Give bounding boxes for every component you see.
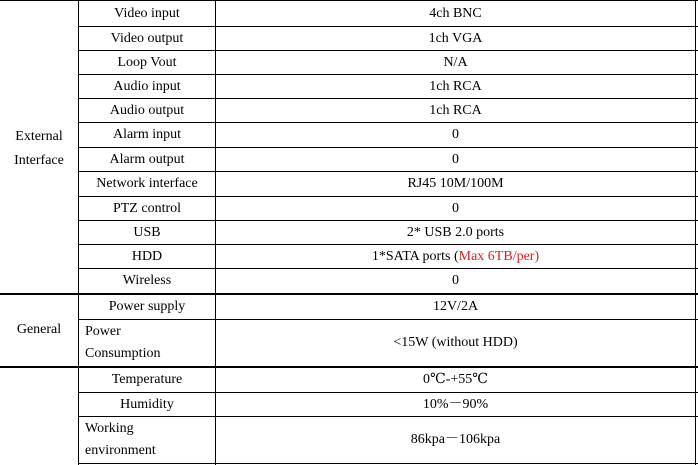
group-label-general: General: [16, 322, 62, 337]
spec-label-wireless: Wireless: [122, 273, 172, 288]
row-divider: [78, 463, 698, 464]
spec-value-hdd: [216, 245, 695, 268]
spec-value-alarm-input: 0: [452, 127, 459, 142]
spec-label-ptz-control: PTZ control: [112, 200, 182, 216]
spec-value-loop-vout: N/A: [443, 54, 468, 70]
spec-value-alarm-output: 0: [452, 151, 459, 167]
spec-label-power-supply: Power supply: [108, 299, 186, 314]
spec-value-usb: 2* USB 2.0 ports: [406, 224, 505, 240]
spec-value-ptz-control: 0: [452, 200, 459, 216]
spec-value-network-interface: RJ45 10M/100M: [407, 176, 504, 191]
spec-value-power-supply: 12V/2A: [432, 299, 479, 314]
spec-label-working-environment: Working environment: [85, 421, 156, 458]
spec-value-wireless: 0: [452, 273, 459, 288]
spec-value-power-consumption: <15W (without HDD): [393, 335, 518, 350]
spec-label-temperature: Temperature: [111, 372, 183, 387]
spec-label-alarm-output: Alarm output: [109, 151, 185, 167]
spec-value-audio-input: 1ch RCA: [429, 78, 482, 94]
spec-value-temperature: 0℃-+55℃: [423, 372, 488, 387]
spec-label-humidity: Humidity: [120, 396, 174, 412]
spec-label-video-output: Video output: [110, 30, 184, 46]
spec-label-loop-vout: Loop Vout: [117, 54, 177, 70]
group-label-external-interface: External Interface: [14, 129, 64, 168]
spec-label-audio-output: Audio output: [109, 102, 185, 118]
spec-label-video-input: Video input: [114, 5, 180, 21]
spec-value-hdd-highlight: Max 6TB/per): [458, 248, 540, 264]
spec-value-hdd-text: 1*SATA ports (: [371, 248, 459, 264]
spec-label-alarm-input: Alarm input: [112, 127, 182, 142]
spec-label-hdd: HDD: [131, 248, 163, 264]
spec-label-audio-input: Audio input: [113, 78, 181, 94]
spec-label-network-interface: Network interface: [96, 176, 198, 191]
spec-value-video-output: 1ch VGA: [428, 30, 483, 46]
spec-value-humidity: 10%－90%: [422, 396, 489, 412]
spec-value-video-input: 4ch BNC: [429, 5, 482, 21]
table-border-right: [695, 0, 696, 465]
spec-value-working-environment: 86kpa－106kpa: [410, 432, 501, 447]
spec-label-power-consumption: Power Consumption: [85, 324, 161, 361]
spec-value-audio-output: 1ch RCA: [429, 102, 482, 118]
spec-label-usb: USB: [133, 224, 161, 240]
